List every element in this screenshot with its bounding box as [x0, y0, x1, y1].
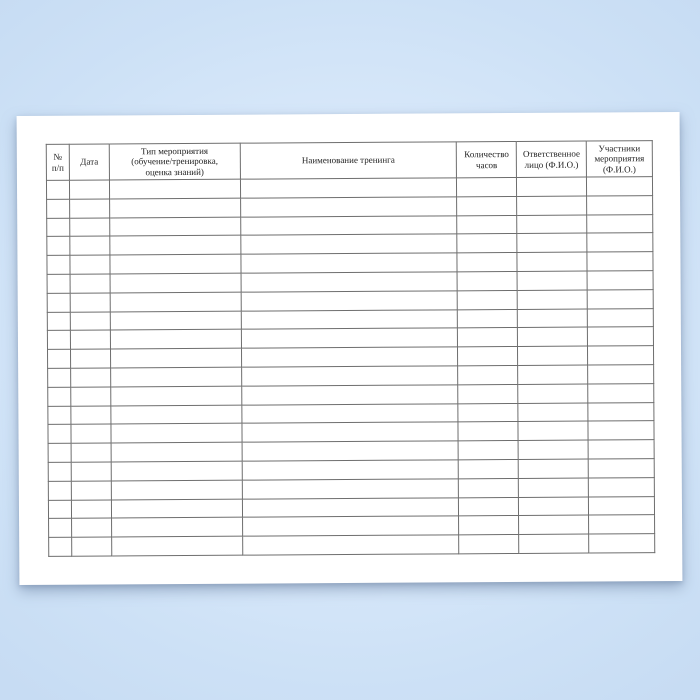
- empty-cell: [71, 406, 111, 425]
- empty-cell: [241, 366, 458, 386]
- empty-cell: [111, 442, 242, 462]
- empty-cell: [71, 387, 111, 406]
- empty-cell: [242, 422, 459, 442]
- empty-cell: [587, 327, 653, 346]
- empty-cell: [47, 237, 70, 256]
- empty-cell: [587, 308, 653, 327]
- empty-cell: [518, 478, 588, 497]
- empty-cell: [518, 346, 588, 365]
- empty-cell: [110, 273, 241, 293]
- empty-cell: [458, 309, 518, 328]
- empty-cell: [458, 365, 518, 384]
- empty-cell: [242, 497, 459, 517]
- empty-cell: [242, 516, 459, 536]
- empty-cell: [588, 346, 654, 365]
- empty-cell: [241, 309, 458, 329]
- empty-cell: [517, 196, 587, 215]
- empty-cell: [48, 406, 71, 425]
- empty-cell: [588, 477, 654, 496]
- table-body: [46, 177, 654, 557]
- empty-cell: [517, 271, 587, 290]
- empty-cell: [589, 515, 655, 534]
- empty-cell: [458, 384, 518, 403]
- empty-cell: [518, 365, 588, 384]
- empty-cell: [518, 421, 588, 440]
- empty-cell: [46, 180, 69, 199]
- empty-cell: [517, 252, 587, 271]
- empty-cell: [457, 271, 517, 290]
- empty-cell: [242, 479, 459, 499]
- empty-cell: [241, 385, 458, 405]
- empty-cell: [70, 274, 110, 293]
- empty-cell: [110, 367, 241, 387]
- empty-cell: [70, 330, 110, 349]
- empty-cell: [111, 499, 242, 519]
- empty-cell: [457, 196, 517, 215]
- empty-cell: [459, 478, 519, 497]
- empty-cell: [70, 312, 110, 331]
- empty-cell: [72, 537, 112, 556]
- empty-cell: [71, 462, 111, 481]
- empty-cell: [457, 290, 517, 309]
- empty-cell: [457, 253, 517, 272]
- empty-cell: [242, 460, 459, 480]
- empty-cell: [241, 347, 458, 367]
- empty-cell: [588, 402, 654, 421]
- empty-cell: [240, 197, 457, 217]
- empty-cell: [518, 403, 588, 422]
- empty-cell: [519, 534, 589, 553]
- empty-cell: [459, 535, 519, 554]
- empty-cell: [48, 462, 71, 481]
- empty-cell: [112, 536, 243, 556]
- empty-cell: [111, 518, 242, 538]
- empty-cell: [242, 441, 459, 461]
- empty-cell: [70, 218, 110, 237]
- empty-cell: [587, 177, 653, 196]
- empty-cell: [241, 291, 458, 311]
- empty-cell: [519, 515, 589, 534]
- empty-cell: [110, 311, 241, 331]
- empty-cell: [517, 309, 587, 328]
- empty-cell: [110, 292, 241, 312]
- empty-cell: [517, 290, 587, 309]
- empty-cell: [48, 368, 71, 387]
- empty-cell: [459, 459, 519, 478]
- empty-cell: [110, 217, 241, 237]
- table-header-row: [46, 141, 652, 181]
- empty-cell: [48, 425, 71, 444]
- empty-cell: [48, 349, 71, 368]
- empty-cell: [111, 386, 242, 406]
- empty-cell: [109, 179, 240, 199]
- empty-cell: [49, 537, 72, 556]
- empty-cell: [588, 496, 654, 515]
- empty-cell: [111, 424, 242, 444]
- empty-cell: [241, 253, 458, 273]
- empty-cell: [240, 215, 457, 235]
- empty-cell: [587, 233, 653, 252]
- empty-cell: [241, 403, 458, 423]
- empty-cell: [587, 271, 653, 290]
- empty-cell: [241, 328, 458, 348]
- empty-cell: [589, 534, 655, 553]
- empty-cell: [458, 347, 518, 366]
- column-header-responsible-person: Ответственное лицо (Ф.И.О.): [516, 141, 586, 177]
- empty-cell: [109, 198, 240, 218]
- empty-cell: [110, 348, 241, 368]
- empty-cell: [47, 312, 70, 331]
- empty-cell: [458, 441, 518, 460]
- empty-cell: [71, 481, 111, 500]
- empty-cell: [242, 535, 459, 555]
- empty-cell: [70, 236, 110, 255]
- empty-cell: [71, 443, 111, 462]
- table-row: [49, 534, 655, 556]
- empty-cell: [518, 440, 588, 459]
- column-header-number: № п/п: [46, 144, 69, 180]
- empty-cell: [48, 387, 71, 406]
- empty-cell: [458, 328, 518, 347]
- training-journal-table: [46, 140, 656, 557]
- empty-cell: [458, 422, 518, 441]
- empty-cell: [588, 459, 654, 478]
- column-header-event-type: Тип мероприятия (обучение/тренировка, оценка знаний): [109, 143, 240, 180]
- empty-cell: [111, 480, 242, 500]
- empty-cell: [70, 199, 110, 218]
- empty-cell: [70, 293, 110, 312]
- empty-cell: [518, 384, 588, 403]
- empty-cell: [47, 293, 70, 312]
- paper-sheet: [17, 112, 683, 585]
- empty-cell: [588, 365, 654, 384]
- empty-cell: [588, 421, 654, 440]
- empty-cell: [110, 254, 241, 274]
- column-header-hours: Количество часов: [457, 141, 517, 177]
- empty-cell: [457, 215, 517, 234]
- column-header-training-name: Наименование тренинга: [240, 142, 457, 179]
- empty-cell: [110, 236, 241, 256]
- empty-cell: [517, 177, 587, 196]
- empty-cell: [241, 272, 458, 292]
- empty-cell: [517, 215, 587, 234]
- empty-cell: [240, 234, 457, 254]
- column-header-participants: Участники мероприятия (Ф.И.О.): [586, 141, 652, 177]
- empty-cell: [49, 519, 72, 538]
- empty-cell: [458, 403, 518, 422]
- empty-cell: [518, 459, 588, 478]
- empty-cell: [518, 327, 588, 346]
- empty-cell: [71, 518, 111, 537]
- empty-cell: [47, 199, 70, 218]
- empty-cell: [240, 178, 457, 198]
- empty-cell: [587, 195, 653, 214]
- empty-cell: [47, 331, 70, 350]
- empty-cell: [48, 443, 71, 462]
- empty-cell: [517, 233, 587, 252]
- empty-cell: [588, 383, 654, 402]
- empty-cell: [587, 214, 653, 233]
- empty-cell: [111, 461, 242, 481]
- empty-cell: [71, 368, 111, 387]
- empty-cell: [587, 252, 653, 271]
- empty-cell: [47, 274, 70, 293]
- empty-cell: [457, 234, 517, 253]
- empty-cell: [71, 500, 111, 519]
- empty-cell: [457, 177, 517, 196]
- empty-cell: [47, 218, 70, 237]
- empty-cell: [110, 330, 241, 350]
- empty-cell: [111, 405, 242, 425]
- empty-cell: [71, 424, 111, 443]
- empty-cell: [48, 500, 71, 519]
- empty-cell: [519, 497, 589, 516]
- empty-cell: [459, 516, 519, 535]
- empty-cell: [587, 289, 653, 308]
- empty-cell: [70, 349, 110, 368]
- empty-cell: [47, 255, 70, 274]
- empty-cell: [69, 180, 109, 199]
- empty-cell: [588, 440, 654, 459]
- empty-cell: [70, 255, 110, 274]
- column-header-date: Дата: [69, 144, 109, 180]
- empty-cell: [48, 481, 71, 500]
- empty-cell: [459, 497, 519, 516]
